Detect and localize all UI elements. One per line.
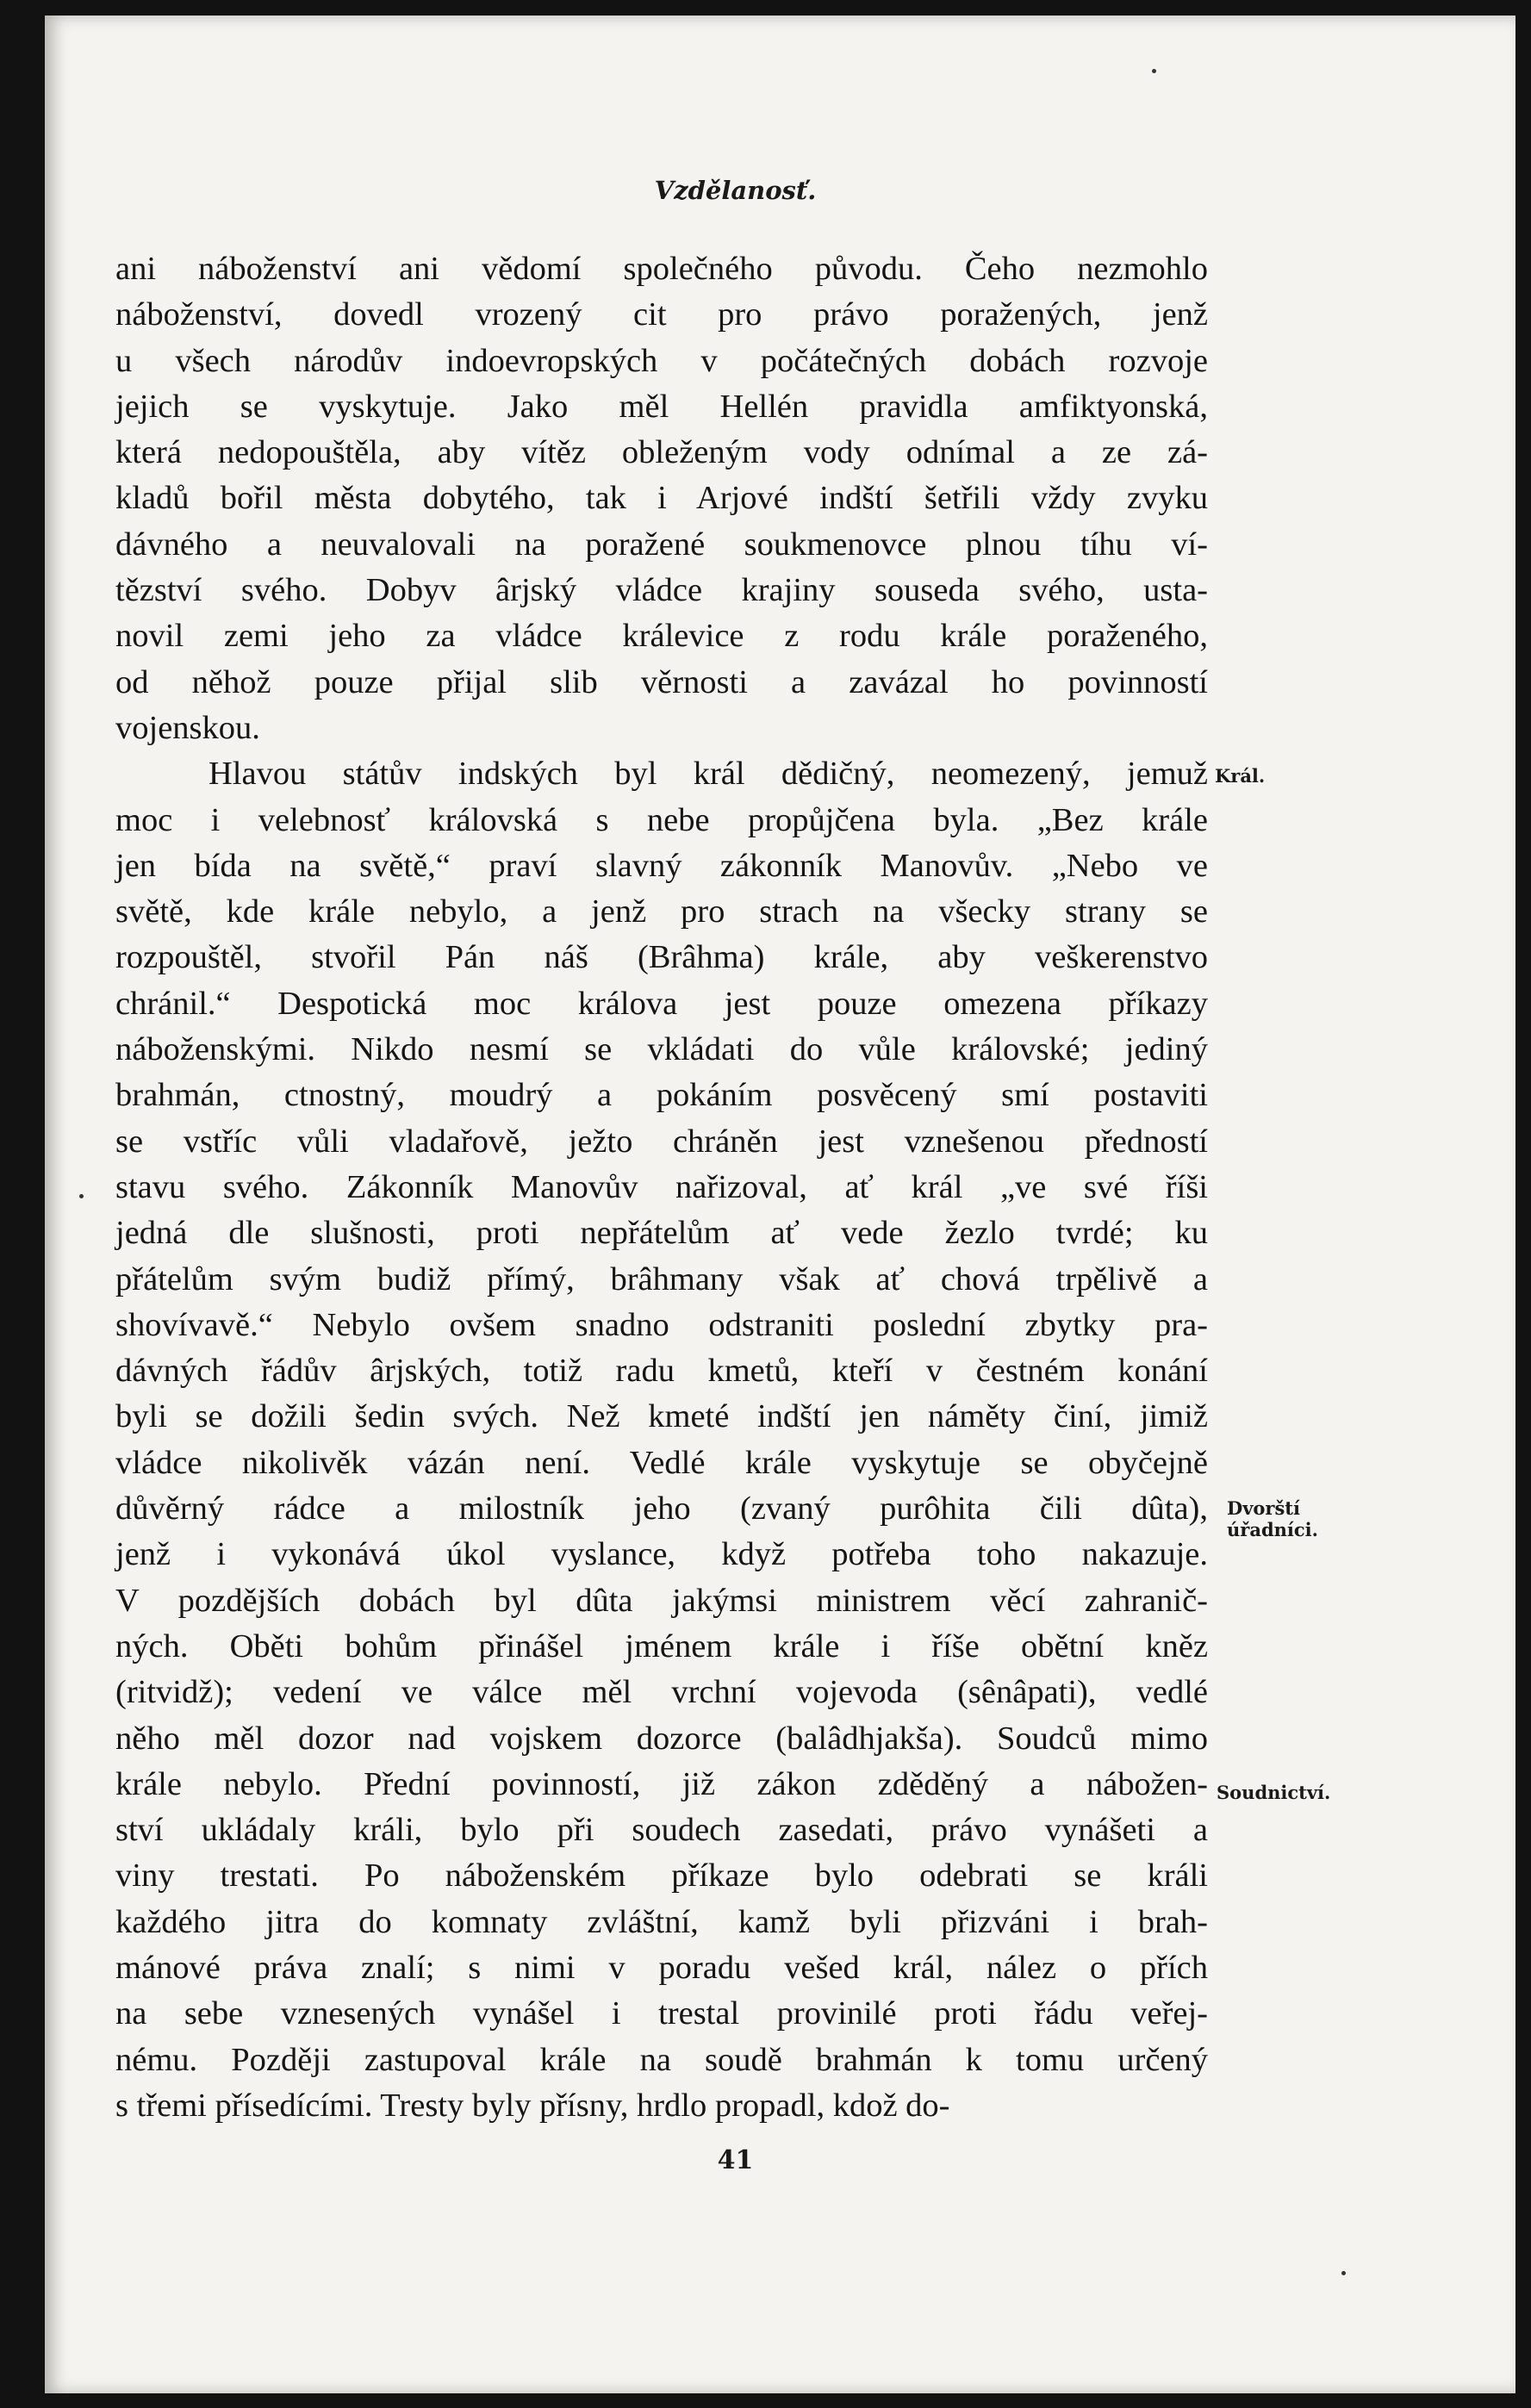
text-line: se vstříc vůli vladařově, ježto chráněn jest vznešenou předností: [115, 1123, 1208, 1160]
page-number: 41: [717, 2145, 754, 2175]
text-line: dávného a neuvalovali na poražené soukmenovce plnou tíhu ví-: [115, 526, 1208, 563]
text-line: u všech národův indoevropských v počátečných dobách rozvoje: [115, 342, 1208, 379]
text-line: V pozdějších dobách byl dûta jakýmsi ministrem věcí zahranič-: [115, 1582, 1208, 1619]
text-line: rozpouštěl, stvořil Pán náš (Brâhma) krále, aby veškerenstvo: [115, 939, 1208, 976]
text-line: na sebe vznesených vynášel i trestal provinilé proti řádu veřej-: [115, 1995, 1208, 2032]
text-line: kladů bořil města dobytého, tak i Arjové indští šetřili vždy zvyku: [115, 480, 1208, 517]
text-line: jejich se vyskytuje. Jako měl Hellén pravidla amfiktyonská,: [115, 388, 1208, 425]
text-line: která nedopouštěla, aby vítěz obleženým vody odnímal a ze zá-: [115, 434, 1208, 471]
text-line: jedná dle slušnosti, proti nepřátelům ať vede žezlo tvrdé; ku: [115, 1215, 1208, 1252]
margin-note-soudnictvi: Soudnictví.: [1217, 1782, 1331, 1803]
scan-speck: [79, 1194, 84, 1198]
text-line: mánové práva znalí; s nimi v poradu vešed král, nález o přích: [115, 1949, 1208, 1986]
text-line: ani náboženství ani vědomí společného původu. Čeho nezmohlo: [115, 251, 1208, 287]
text-line: dávných řádův ârjských, totiž radu kmetů, kteří v čestném konání: [115, 1353, 1208, 1390]
text-line: jenž i vykonává úkol vyslance, když potřeba toho nakazuje.: [115, 1536, 1208, 1573]
margin-note-kral: Král.: [1215, 765, 1266, 787]
text-line: nému. Později zastupoval krále na soudě brahmán k tomu určený: [115, 2041, 1208, 2078]
text-line: od něhož pouze přijal slib věrnosti a zavázal ho povinností: [115, 663, 1208, 700]
text-line: byli se dožili šedin svých. Než kmeté indští jen náměty činí, jimiž: [115, 1398, 1208, 1435]
text-line: (ritvidž); vedení ve válce měl vrchní vojevoda (sênâpati), vedlé: [115, 1674, 1208, 1711]
text-line: s třemi přísedícími. Tresty byly přísny, hrdlo propadl, kdož do-: [115, 2087, 950, 2124]
text-line: vojenskou.: [115, 709, 260, 746]
running-head: Vzdělanosť.: [654, 176, 817, 205]
text-line: Hlavou státův indských byl král dědičný, neomezený, jemuž: [208, 756, 1208, 793]
text-line: jen bída na světě,“ praví slavný zákonník Manovův. „Nebo ve: [115, 847, 1208, 884]
body-text: [115, 246, 1208, 2129]
text-line: ství ukládaly králi, bylo při soudech zasedati, právo vynášeti a: [115, 1812, 1208, 1849]
text-line: viny trestati. Po náboženském příkaze bylo odebrati se králi: [115, 1857, 1208, 1895]
text-line: každého jitra do komnaty zvláštní, kamž byli přizváni i brah-: [115, 1903, 1208, 1940]
margin-note-dvorsti-line1: Dvorští: [1227, 1497, 1300, 1519]
text-line: krále nebylo. Přední povinností, již zákon zděděný a nábožen-: [115, 1765, 1208, 1802]
text-line: náboženství, dovedl vrozený cit pro právo poražených, jenž: [115, 296, 1208, 333]
text-line: tězství svého. Dobyv ârjský vládce krajiny souseda svého, usta-: [115, 572, 1208, 609]
scan-speck: [1152, 69, 1156, 73]
paragraph: [115, 246, 1208, 751]
book-page: [45, 16, 1515, 2393]
text-line: chránil.“ Despotická moc králova jest pouze omezena příkazy: [115, 985, 1208, 1022]
text-line: ných. Oběti bohům přinášel jménem krále i říše obětní kněz: [115, 1627, 1208, 1664]
text-line: shovívavě.“ Nebylo ovšem snadno odstraniti poslední zbytky pra-: [115, 1306, 1208, 1343]
text-line: důvěrný rádce a milostník jeho (zvaný purôhita čili dûta),: [115, 1490, 1208, 1528]
text-line: vládce nikolivěk vázán není. Vedlé krále vyskytuje se obyčejně: [115, 1444, 1208, 1481]
margin-note-dvorsti: [1227, 1497, 1318, 1540]
scan-speck: [1341, 2271, 1346, 2275]
margin-note-dvorsti-line2: úřadníci.: [1227, 1519, 1318, 1540]
text-line: světě, kde krále nebylo, a jenž pro strach na všecky strany se: [115, 893, 1208, 930]
text-line: náboženskými. Nikdo nesmí se vkládati do vůle královské; jediný: [115, 1031, 1208, 1068]
paragraph: [115, 751, 1208, 2129]
text-line: moc i velebnosť královská s nebe propůjčena byla. „Bez krále: [115, 801, 1208, 838]
text-line: něho měl dozor nad vojskem dozorce (balâdhjakša). Soudců mimo: [115, 1720, 1208, 1757]
text-line: novil zemi jeho za vládce králevice z rodu krále poraženého,: [115, 618, 1208, 655]
text-line: brahmán, ctnostný, moudrý a pokáním posvěcený smí postaviti: [115, 1077, 1208, 1114]
text-line: přátelům svým budiž přímý, brâhmany však ať chová trpělivě a: [115, 1260, 1208, 1297]
text-line: stavu svého. Zákonník Manovův nařizoval, ať král „ve své říši: [115, 1168, 1208, 1205]
